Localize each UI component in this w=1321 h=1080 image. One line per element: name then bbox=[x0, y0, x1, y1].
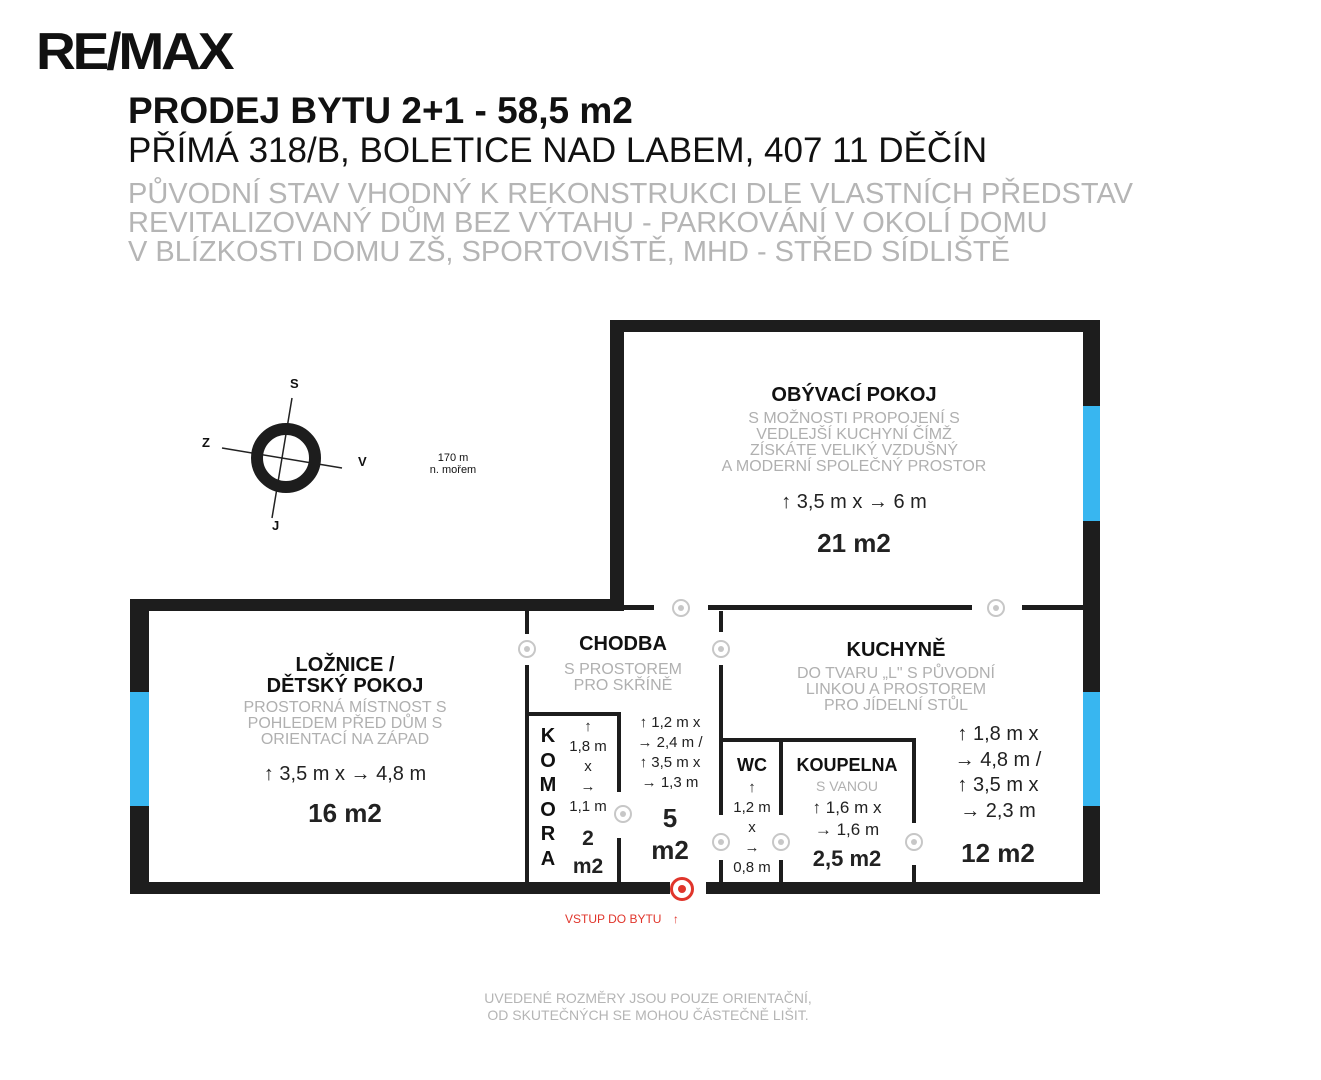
living-room-title: OBÝVACÍ POKOJ bbox=[771, 384, 937, 406]
remax-logo: RE/MAX bbox=[36, 23, 232, 81]
wall-bath-right-a bbox=[912, 738, 916, 823]
disclaimer-line: OD SKUTEČNÝCH SE MOHOU ČÁSTEČNĚ LIŠIT. bbox=[487, 1006, 809, 1023]
wc-dim-line: 0,8 m bbox=[733, 859, 771, 876]
bedroom-title-line1: LOŽNICE / bbox=[295, 654, 395, 676]
wall-bottom-right bbox=[706, 882, 1100, 894]
pantry-area bbox=[563, 825, 613, 881]
door-living-hall-icon bbox=[672, 599, 690, 617]
hall-area bbox=[630, 802, 710, 866]
listing-note-1: PŮVODNÍ STAV VHODNÝ K REKONSTRUKCI DLE VLASTNÍCH PŘEDSTAV bbox=[128, 178, 1133, 210]
wall-kitchen-left-c bbox=[719, 860, 723, 883]
door-living-kitchen-icon bbox=[987, 599, 1005, 617]
window-kitchen bbox=[1083, 692, 1100, 806]
kitchen-dim-line: → 2,3 m bbox=[960, 799, 1036, 822]
wc-dim-line: x bbox=[748, 819, 756, 836]
disclaimer bbox=[472, 990, 824, 1024]
kitchen-dims bbox=[928, 722, 1068, 824]
pantry-title bbox=[537, 724, 559, 871]
pantry-dims bbox=[561, 717, 615, 817]
bedroom-title bbox=[220, 655, 470, 697]
entrance-label bbox=[565, 912, 679, 926]
bedroom-desc bbox=[215, 700, 475, 748]
living-room-dims: ↑ 3,5 m x → 6 m bbox=[781, 491, 927, 513]
hall-desc bbox=[548, 662, 698, 694]
compass-north-label: S bbox=[290, 376, 299, 391]
living-room-area: 21 m2 bbox=[817, 528, 891, 558]
kitchen-desc bbox=[765, 666, 1027, 714]
kitchen-dim-line: ↑ 1,8 m x bbox=[957, 723, 1039, 745]
hall-area-unit: m2 bbox=[651, 835, 689, 865]
wall-bath-right-b bbox=[912, 865, 916, 883]
altitude-label bbox=[420, 452, 486, 476]
hall-desc-line: PRO SKŘÍNĚ bbox=[573, 677, 673, 694]
window-living bbox=[1083, 406, 1100, 521]
living-desc-line: S MOŽNOSTI PROPOJENÍ S bbox=[748, 410, 960, 427]
pantry-area-unit: m2 bbox=[572, 855, 604, 878]
altitude-value: 170 m bbox=[437, 452, 469, 464]
wall-bottom-left bbox=[130, 882, 670, 894]
compass-icon bbox=[190, 370, 390, 535]
wc-dims bbox=[725, 778, 779, 878]
bathroom-area: 2,5 m2 bbox=[812, 846, 882, 871]
bedroom-dims: ↑ 3,5 m x → 4,8 m bbox=[263, 763, 427, 785]
wall-living-bottom-a bbox=[624, 605, 654, 610]
kitchen-dim-line: ↑ 3,5 m x bbox=[957, 774, 1039, 796]
wall-pantry-right-a bbox=[617, 712, 621, 792]
pantry-dim-line: → bbox=[580, 778, 596, 795]
bathroom-dim-line: → 1,6 m bbox=[814, 820, 880, 839]
bathroom-dims bbox=[783, 797, 911, 841]
entrance-door-icon bbox=[670, 877, 694, 901]
compass-south-label: J bbox=[272, 518, 280, 533]
wc-dim-line: 1,2 m bbox=[733, 799, 771, 816]
bedroom-desc-line: ORIENTACÍ NA ZÁPAD bbox=[260, 731, 430, 748]
wall-bedroom-right-a bbox=[525, 611, 529, 634]
compass-west-label: Z bbox=[202, 435, 210, 450]
bathroom-desc: S VANOU bbox=[816, 778, 878, 794]
hall-dim-line: ↑ 3,5 m x bbox=[639, 754, 701, 771]
bedroom-desc-line: PROSTORNÁ MÍSTNOST S bbox=[243, 699, 447, 716]
listing-note-2: REVITALIZOVANÝ DŮM BEZ VÝTAHU - PARKOVÁNÍ V OKOLÍ DOMU bbox=[128, 207, 1048, 239]
wall-bedroom-top bbox=[130, 599, 624, 611]
bedroom-title-line2: DĚTSKÝ POKOJ bbox=[266, 675, 424, 697]
door-bedroom-icon bbox=[518, 640, 536, 658]
hall-title: CHODBA bbox=[579, 633, 667, 655]
wc-dim-line: ↑ bbox=[748, 779, 756, 796]
entrance-arrow-icon: ↑ bbox=[672, 912, 679, 926]
wall-living-bottom-c bbox=[1022, 605, 1084, 610]
pantry-area-value: 2 bbox=[582, 827, 594, 850]
wc-dim-line: → bbox=[744, 839, 760, 856]
wall-living-bottom-b bbox=[708, 605, 972, 610]
wall-pantry-top bbox=[529, 712, 621, 716]
hall-area-value: 5 bbox=[662, 803, 678, 833]
hall-dim-line: → 1,3 m bbox=[641, 774, 699, 791]
door-kitchen-icon bbox=[712, 640, 730, 658]
pantry-title-letter: M bbox=[539, 774, 557, 796]
pantry-dim-line: 1,8 m bbox=[569, 738, 607, 755]
living-desc-line: A MODERNÍ SPOLEČNÝ PROSTOR bbox=[721, 458, 987, 475]
listing-address: PŘÍMÁ 318/B, BOLETICE NAD LABEM, 407 11 DĚČÍN bbox=[128, 131, 988, 170]
kitchen-desc-line: DO TVARU „L" S PŮVODNÍ bbox=[796, 665, 995, 682]
kitchen-area: 12 m2 bbox=[961, 838, 1035, 868]
bathroom-dim-line: ↑ 1,6 m x bbox=[812, 798, 882, 817]
kitchen-desc-line: LINKOU A PROSTOREM bbox=[805, 681, 987, 698]
kitchen-dim-line: → 4,8 m / bbox=[954, 748, 1042, 771]
entrance-text: VSTUP DO BYTU bbox=[565, 912, 662, 926]
wall-living-left bbox=[610, 320, 624, 610]
wall-kitchen-left-a bbox=[719, 611, 723, 632]
living-desc-line: VEDLEJŠÍ KUCHYNÍ ČÍMŽ bbox=[756, 426, 952, 443]
pantry-dim-line: ↑ bbox=[584, 718, 592, 735]
bathroom-title: KOUPELNA bbox=[796, 755, 898, 775]
living-room-desc bbox=[690, 411, 1018, 475]
disclaimer-line: UVEDENÉ ROZMĚRY JSOU POUZE ORIENTAČNÍ, bbox=[484, 990, 812, 1006]
pantry-title-letter: O bbox=[540, 749, 556, 772]
window-bedroom bbox=[130, 692, 149, 806]
listing-title: PRODEJ BYTU 2+1 - 58,5 m2 bbox=[128, 90, 633, 131]
pantry-title-letter: R bbox=[540, 823, 556, 845]
wall-bath-top bbox=[723, 738, 916, 742]
pantry-dim-line: x bbox=[584, 758, 592, 775]
pantry-title-letter: K bbox=[540, 725, 556, 747]
hall-dim-line: → 2,4 m / bbox=[637, 734, 703, 751]
living-desc-line: ZÍSKÁTE VELIKÝ VZDUŠNÝ bbox=[749, 442, 959, 459]
wc-title: WC bbox=[737, 755, 767, 775]
altitude-unit: n. mořem bbox=[429, 464, 477, 476]
pantry-title-letter: A bbox=[540, 847, 556, 870]
pantry-title-letter: O bbox=[540, 798, 556, 821]
bedroom-desc-line: POHLEDEM PŘED DŮM S bbox=[247, 715, 443, 732]
kitchen-desc-line: PRO JÍDELNÍ STŮL bbox=[823, 697, 969, 714]
hall-dims bbox=[624, 713, 716, 793]
kitchen-title: KUCHYNĚ bbox=[846, 639, 946, 661]
pantry-dim-line: 1,1 m bbox=[569, 798, 607, 815]
wall-top bbox=[610, 320, 1100, 332]
listing-note-3: V BLÍZKOSTI DOMU ZŠ, SPORTOVIŠTĚ, MHD - STŘED SÍDLIŠTĚ bbox=[128, 236, 1010, 268]
wall-bedroom-right-b bbox=[525, 665, 529, 883]
compass-east-label: V bbox=[358, 454, 367, 469]
wall-pantry-right-b bbox=[617, 838, 621, 883]
hall-desc-line: S PROSTOREM bbox=[564, 661, 682, 678]
bedroom-area: 16 m2 bbox=[308, 798, 382, 828]
hall-dim-line: ↑ 1,2 m x bbox=[639, 714, 701, 731]
